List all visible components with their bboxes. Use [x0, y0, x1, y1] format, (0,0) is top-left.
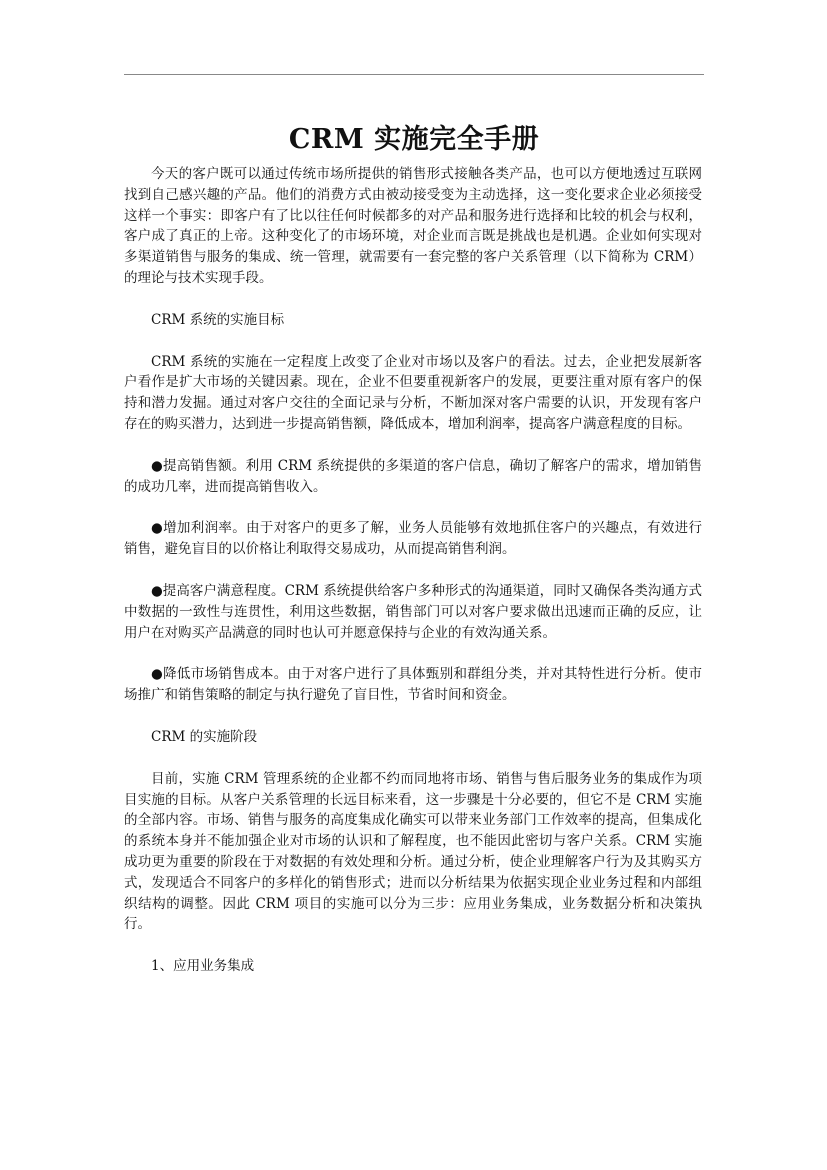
bullet-increase-sales: ●提高销售额。利用 CRM 系统提供的多渠道的客户信息，确切了解客户的需求，增加销售的成功几率，进而提高销售收入。 [124, 457, 702, 495]
bullet-reduce-cost: ●降低市场销售成本。由于对客户进行了具体甄别和群组分类，并对其特性进行分析。使市场推广和销售策略的制定与执行避免了盲目性，节省时间和资金。 [124, 666, 702, 704]
document-title: CRM 实施完全手册 [288, 124, 540, 156]
stages-paragraph: 目前，实施 CRM 管理系统的企业都不约而同地将市场、销售与售后服务业务的集成作为项目实施的目标。从客户关系管理的长远目标来看，这一步骤是十分必要的，但它不是 CRM 实施的全部内容。市场、销售与服务的高度集成化确实可以带来业务部门工作效率的提高，但集成化的系统本身并不能加强企业对市场的认识和了解程度，也不能因此密切与客户关系。CRM 实施成功更为重要的阶段在于对数据的有效处理和分析。通过分析，使企业理解客户行为及其购买方式，发现适合不同客户的多样化的销售形式；进而以分析结果为依据实现企业业务过程和内部组织结构的调整。因此 CRM 项目的实施可以分为三步：应用业务集成，业务数据分析和决策执行。 [124, 770, 702, 933]
subsection-heading-integration: 1、应用业务集成 [151, 958, 255, 975]
bullet-increase-profit: ●增加利润率。由于对客户的更多了解，业务人员能够有效地抓住客户的兴趣点，有效进行销售，避免盲目的以价格让利取得交易成功，从而提高销售利润。 [124, 520, 702, 558]
section-heading-goals: CRM 系统的实施目标 [151, 311, 285, 328]
header-rule [124, 74, 704, 75]
intro-paragraph: 今天的客户既可以通过传统市场所提供的销售形式接触各类产品，也可以方便地透过互联网找到自己感兴趣的产品。他们的消费方式由被动接受变为主动选择，这一变化要求企业必须接受这样一个事实：即客户有了比以往任何时候都多的对产品和服务进行选择和比较的机会与权利，客户成了真正的上帝。这种变化了的市场环境，对企业而言既是挑战也是机遇。企业如何实现对多渠道销售与服务的集成、统一管理，就需要有一套完整的客户关系管理（以下简称为 CRM）的理论与技术实现手段。 [124, 166, 702, 286]
document-body [124, 164, 702, 998]
section-heading-stages: CRM 的实施阶段 [151, 728, 258, 745]
goals-paragraph: CRM 系统的实施在一定程度上改变了企业对市场以及客户的看法。过去，企业把发展新客户看作是扩大市场的关键因素。现在，企业不但要重视新客户的发展，更要注重对原有客户的保持和潜力发掘。通过对客户交往的全面记录与分析，不断加深对客户需要的认识，开发现有客户存在的购买潜力，达到进一步提高销售额，降低成本，增加利润率，提高客户满意程度的目标。 [124, 353, 702, 432]
bullet-improve-satisfaction: ●提高客户满意程度。CRM 系统提供给客户多种形式的沟通渠道，同时又确保各类沟通方式中数据的一致性与连贯性，利用这些数据，销售部门可以对客户要求做出迅速而正确的反应，让用户在对购买产品满意的同时也认可并愿意保持与企业的有效沟通关系。 [124, 582, 702, 641]
